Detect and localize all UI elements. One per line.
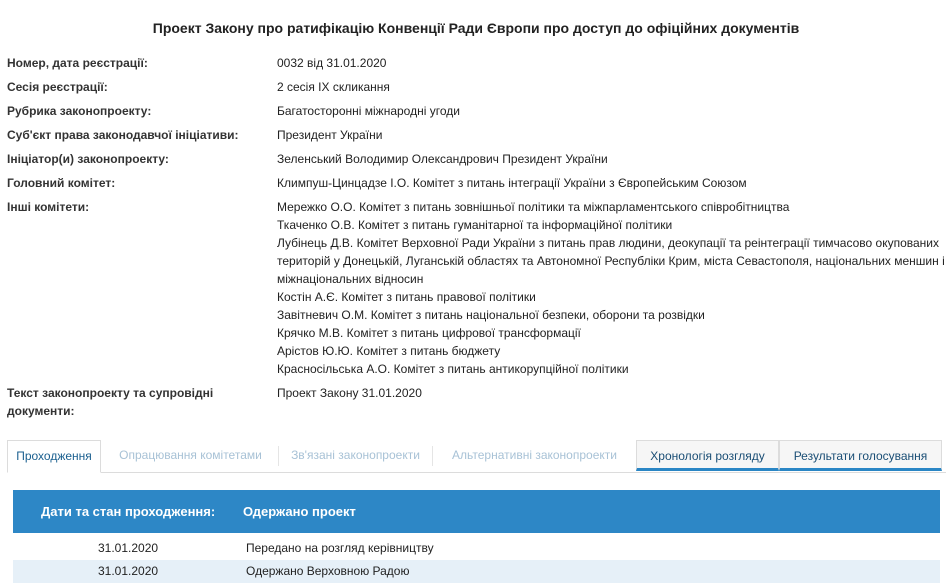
row-status: Передано на розгляд керівництву	[246, 541, 434, 555]
passage-table	[13, 490, 940, 583]
tab-linked-bills: Зв'язані законопроекти	[291, 448, 420, 462]
committee-item: Завітневич О.М. Комітет з питань національної безпеки, оборони та розвідки	[277, 308, 705, 322]
main-committee-value: Климпуш-Цинцадзе І.О. Комітет з питань інтеграції України з Європейським Союзом	[277, 176, 747, 190]
number-value: 0032 від 31.01.2020	[277, 56, 387, 70]
tab-committee-processing: Опрацювання комітетами	[119, 448, 262, 462]
committee-item: Красносільська А.О. Комітет з питань антикорупційної політики	[277, 362, 629, 376]
committee-item: Ткаченко О.В. Комітет з питань гуманітарної та інформаційної політики	[277, 218, 673, 232]
tab-chronology[interactable]: Хронологія розгляду	[636, 440, 779, 471]
row-status: Одержано Верховною Радою	[246, 564, 410, 578]
header-dates: Дати та стан проходження:	[41, 504, 216, 519]
page-title: Проект Закону про ратифікацію Конвенції Ради Європи про доступ до офіційних документів	[152, 20, 800, 36]
initiator-value: Зеленський Володимир Олександрович Президент України	[277, 152, 608, 166]
session-label: Сесія реєстрації:	[7, 80, 108, 94]
subject-label: Суб'єкт права законодавчої ініціативи:	[7, 128, 239, 142]
initiator-label: Ініціатор(и) законопроекту:	[7, 152, 169, 166]
committee-item: Мережко О.О. Комітет з питань зовнішньої політики та міжпарламентського співробітництва	[277, 200, 790, 214]
tab-passage[interactable]: Проходження	[7, 440, 101, 473]
committee-item: Крячко М.В. Комітет з питань цифрової трансформації	[277, 326, 581, 340]
main-committee-label: Головний комітет:	[7, 176, 116, 190]
table-row	[13, 560, 940, 583]
other-committees-label: Інші комітети:	[7, 200, 90, 214]
rubric-value: Багатосторонні міжнародні угоди	[277, 104, 460, 118]
table-header	[13, 490, 940, 533]
rubric-label: Рубрика законопроекту:	[7, 104, 152, 118]
session-value: 2 сесія IX скликання	[277, 80, 390, 94]
subject-value: Президент України	[277, 128, 383, 142]
committee-item: Костін А.Є. Комітет з питань правової політики	[277, 290, 536, 304]
row-date: 31.01.2020	[98, 541, 159, 555]
committee-item: Арістов Ю.Ю. Комітет з питань бюджету	[277, 344, 501, 358]
other-committees-list	[277, 198, 946, 378]
tab-alternative-bills: Альтернативні законопроекти	[452, 448, 617, 462]
table-row	[13, 537, 940, 560]
number-label: Номер, дата реєстрації:	[7, 56, 148, 70]
row-date: 31.01.2020	[98, 564, 159, 578]
tab-voting-results[interactable]: Результати голосування	[779, 440, 942, 471]
header-status: Одержано проект	[243, 504, 356, 519]
bill-text-link[interactable]: Проект Закону 31.01.2020	[277, 386, 422, 400]
committee-item: Лубінець Д.В. Комітет Верховної Ради України з питань прав людини, деокупації та реінтеграції тимчасово окупованих територій у Донецькій, Луганській областях та Автономної Республіки Крим, міста Севастополя, національних меншин і міжнаціональних відносин	[277, 236, 945, 286]
tab-bar	[7, 440, 946, 473]
bill-text-label: Текст законопроекту та супровідні документи:	[7, 386, 214, 418]
